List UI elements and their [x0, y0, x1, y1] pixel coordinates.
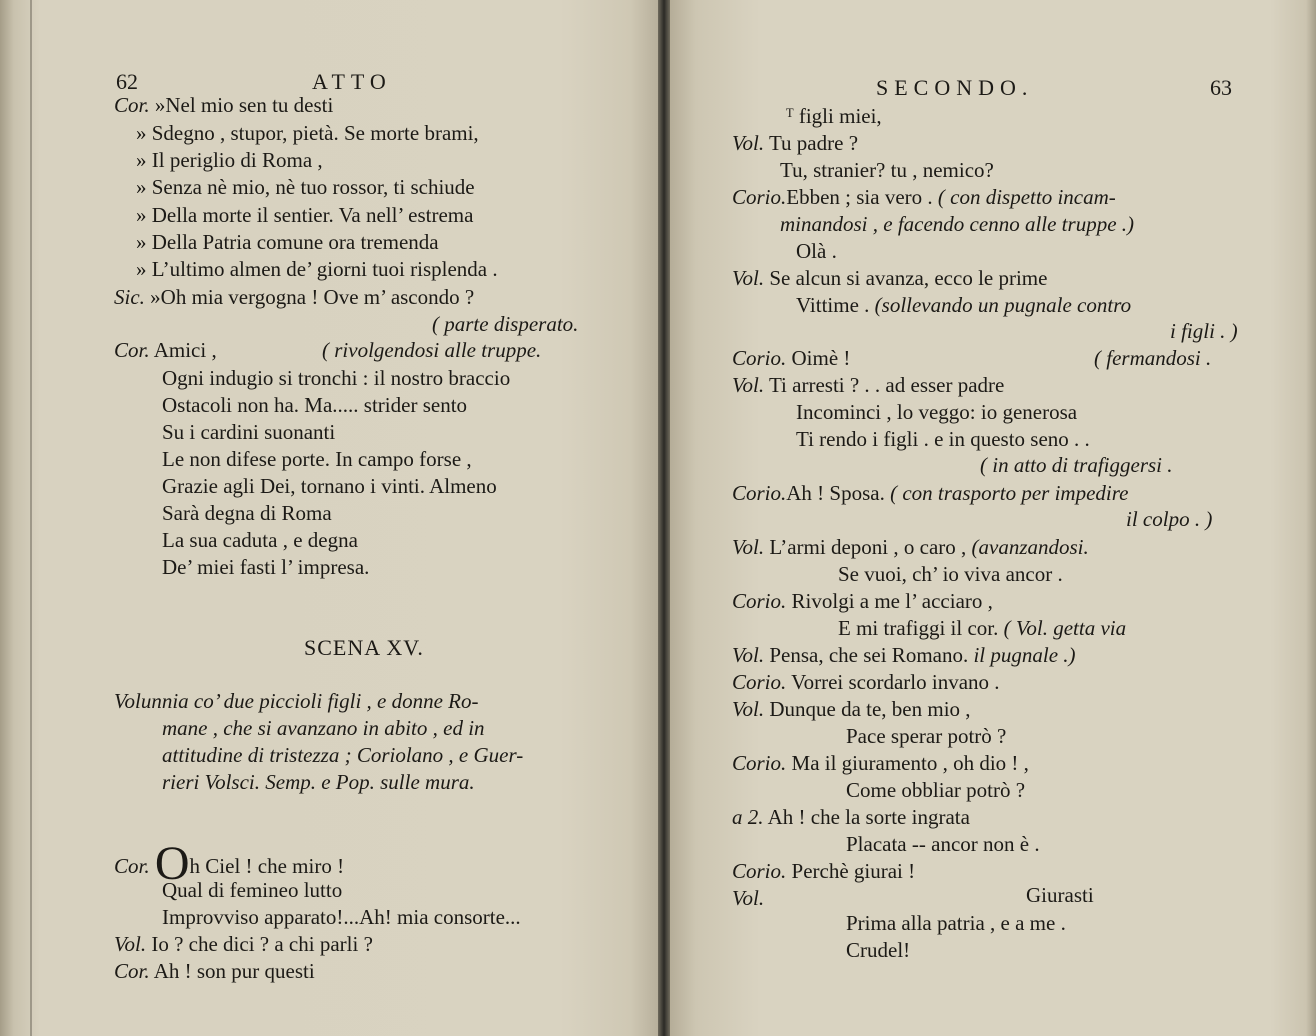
verse-line — [732, 184, 1116, 211]
speaker-label: Vol. — [732, 535, 765, 559]
verse-line: » Della Patria comune ora tremenda — [136, 230, 439, 254]
speaker-label: Corio. — [732, 185, 787, 209]
speaker-label: Vol. — [732, 266, 765, 290]
scene-title: SCENA XV. — [304, 635, 424, 660]
verse-line — [114, 284, 474, 311]
verse-text: E mi trafiggi il cor. — [838, 616, 1004, 640]
verse-line — [114, 931, 373, 958]
verse-line — [732, 642, 1076, 669]
verse-text: Perchè giurai ! — [786, 859, 916, 883]
verse-line: Giurasti — [1026, 883, 1094, 907]
verse-line: Placata -- ancor non è . — [846, 832, 1040, 856]
verse-text: Rivolgi a me l’ acciaro , — [786, 589, 993, 613]
scene-description: mane , che si avanzano in abito , ed in — [162, 716, 485, 740]
verse-line: Grazie agli Dei, tornano i vinti. Almeno — [162, 474, 497, 498]
drop-cap: O — [154, 837, 190, 890]
verse-line: Tu, stranier? tu , nemico? — [780, 158, 994, 182]
stage-direction: ( Vol. getta via — [1003, 616, 1127, 640]
verse-line: Prima alla patria , e a me . — [846, 911, 1066, 935]
verse-line: Come obbliar potrò ? — [846, 778, 1026, 802]
verse-text: Tu padre ? — [764, 131, 859, 155]
speaker-label: Sic. — [114, 285, 145, 309]
stage-direction: ( in atto di trafiggersi . — [980, 453, 1173, 477]
verse-line: Incominci , lo veggo: io generosa — [796, 400, 1078, 424]
stage-direction: ( fermandosi . — [1094, 346, 1212, 370]
verse-line: » Della morte il sentier. Va nell’ estrema — [136, 203, 474, 227]
speaker-label: Cor. — [114, 93, 150, 117]
speaker-label: a 2. — [732, 805, 764, 829]
running-head-left: ATTO — [312, 69, 392, 94]
verse-line: Se vuoi, ch’ io viva ancor . — [838, 562, 1063, 586]
speaker-label: Vol. — [732, 131, 765, 155]
verse-text: Vorrei scordarlo invano . — [786, 670, 1000, 694]
verse-line — [732, 885, 764, 912]
verse-line — [732, 750, 1029, 777]
running-head-right: SECONDO. — [876, 75, 1034, 100]
verse-line — [114, 92, 333, 119]
verse-line — [114, 958, 315, 985]
speaker-label: Corio. — [732, 346, 787, 370]
verse-line: Ostacoli non ha. Ma..... strider sento — [162, 393, 468, 417]
speaker-label: Vol. — [732, 643, 765, 667]
stage-direction: ( parte disperato. — [432, 312, 579, 336]
stage-direction: (sollevando un pugnale contro — [874, 293, 1132, 317]
verse-line — [732, 345, 850, 372]
right-page — [670, 0, 1316, 1036]
verse-text: Ah ! che la sorte ingrata — [763, 805, 970, 829]
verse-text: Se alcun si avanza, ecco le prime — [764, 266, 1048, 290]
verse-line — [732, 372, 1004, 399]
verse-line — [796, 292, 1131, 319]
stage-direction: (avanzandosi. — [971, 535, 1089, 559]
stage-direction: ( con trasporto per impedire — [890, 481, 1129, 505]
verse-line — [732, 696, 971, 723]
verse-line — [732, 265, 1047, 292]
verse-line: Olà . — [796, 239, 837, 263]
scene-description: rieri Volsci. Semp. e Pop. sulle mura. — [162, 770, 475, 794]
speaker-label: Vol. — [732, 697, 765, 721]
verse-line — [732, 588, 993, 615]
scene-description: attitudine di tristezza ; Coriolano , e Guer- — [162, 743, 524, 767]
verse-line: La sua caduta , e degna — [162, 528, 358, 552]
verse-text: Ma il giuramento , oh dio ! , — [786, 751, 1029, 775]
verse-text: Amici , — [149, 338, 217, 362]
verse-line — [732, 480, 1128, 507]
verse-text: Pensa, che sei Romano. — [764, 643, 974, 667]
speaker-label: Cor. — [114, 338, 150, 362]
scene-description: Volunnia co’ due piccioli figli , e donne Ro- — [114, 689, 479, 713]
speaker-label: Vol. — [114, 932, 147, 956]
speaker-label: Cor. — [114, 959, 150, 983]
verse-text: Dunque da te, ben mio , — [764, 697, 971, 721]
stage-direction: minandosi , e facendo cenno alle truppe .) — [780, 212, 1135, 236]
speaker-label: Vol. — [732, 373, 765, 397]
verse-text: Io ? che dici ? a chi parli ? — [146, 932, 373, 956]
verse-line — [732, 130, 858, 157]
speaker-label: Cor. — [114, 854, 150, 878]
verse-line — [838, 615, 1126, 642]
verse-line: » Senza nè mio, nè tuo rossor, ti schiude — [136, 175, 475, 199]
stage-direction: i figli . ) — [1170, 319, 1238, 343]
verse-line: Sarà degna di Roma — [162, 501, 332, 525]
verse-line — [732, 804, 970, 831]
verse-text: Oimè ! — [786, 346, 851, 370]
verse-line: » Sdegno , stupor, pietà. Se morte brami, — [136, 121, 479, 145]
verse-text: Ebben ; sia vero . — [786, 185, 938, 209]
verse-line — [732, 669, 1000, 696]
verse-text: h Ciel ! che miro ! — [189, 854, 345, 878]
verse-line: ᵀ figli miei, — [786, 104, 882, 128]
verse-line: Le non difese porte. In campo forse , — [162, 447, 472, 471]
verse-line: Qual di femineo lutto — [162, 878, 343, 902]
verse-line — [732, 858, 915, 885]
verse-text: L’armi deponi , o caro , — [764, 535, 972, 559]
page-number-left: 62 — [116, 69, 138, 94]
verse-text: Ah ! son pur questi — [149, 959, 315, 983]
verse-text: »Oh mia vergogna ! Ove m’ ascondo ? — [144, 285, 475, 309]
stage-direction: il pugnale .) — [973, 643, 1076, 667]
verse-line: Ogni indugio si tronchi : il nostro braccio — [162, 366, 511, 390]
speaker-label: Corio. — [732, 481, 787, 505]
stage-direction: ( con dispetto incam- — [937, 185, 1116, 209]
verse-text: Ah ! Sposa. — [786, 481, 891, 505]
book-gutter — [658, 0, 670, 1036]
page-number-right: 63 — [1210, 75, 1232, 100]
verse-line — [114, 337, 217, 364]
verse-line — [732, 534, 1089, 561]
verse-line: Crudel! — [846, 938, 911, 962]
verse-line: » Il periglio di Roma , — [136, 148, 323, 172]
verse-line: Ti rendo i figli . e in questo seno . . — [796, 427, 1090, 451]
verse-text: »Nel mio sen tu desti — [149, 93, 334, 117]
speaker-label: Vol. — [732, 886, 765, 910]
verse-text: Ti arresti ? . . ad esser padre — [764, 373, 1005, 397]
speaker-label: Corio. — [732, 751, 787, 775]
verse-line: Improvviso apparato!...Ah! mia consorte... — [162, 905, 521, 929]
speaker-label: Corio. — [732, 589, 787, 613]
verse-line: De’ miei fasti l’ impresa. — [162, 555, 370, 579]
verse-line: » L’ultimo almen de’ giorni tuoi risplenda . — [136, 257, 498, 281]
stage-direction: il colpo . ) — [1126, 507, 1213, 531]
page-edge-shadow — [30, 0, 32, 1036]
speaker-label: Corio. — [732, 670, 787, 694]
speaker-label: Corio. — [732, 859, 787, 883]
verse-line: Pace sperar potrò ? — [846, 724, 1007, 748]
verse-line: Su i cardini suonanti — [162, 420, 336, 444]
stage-direction: ( rivolgendosi alle truppe. — [322, 338, 542, 362]
verse-text: Vittime . — [796, 293, 875, 317]
